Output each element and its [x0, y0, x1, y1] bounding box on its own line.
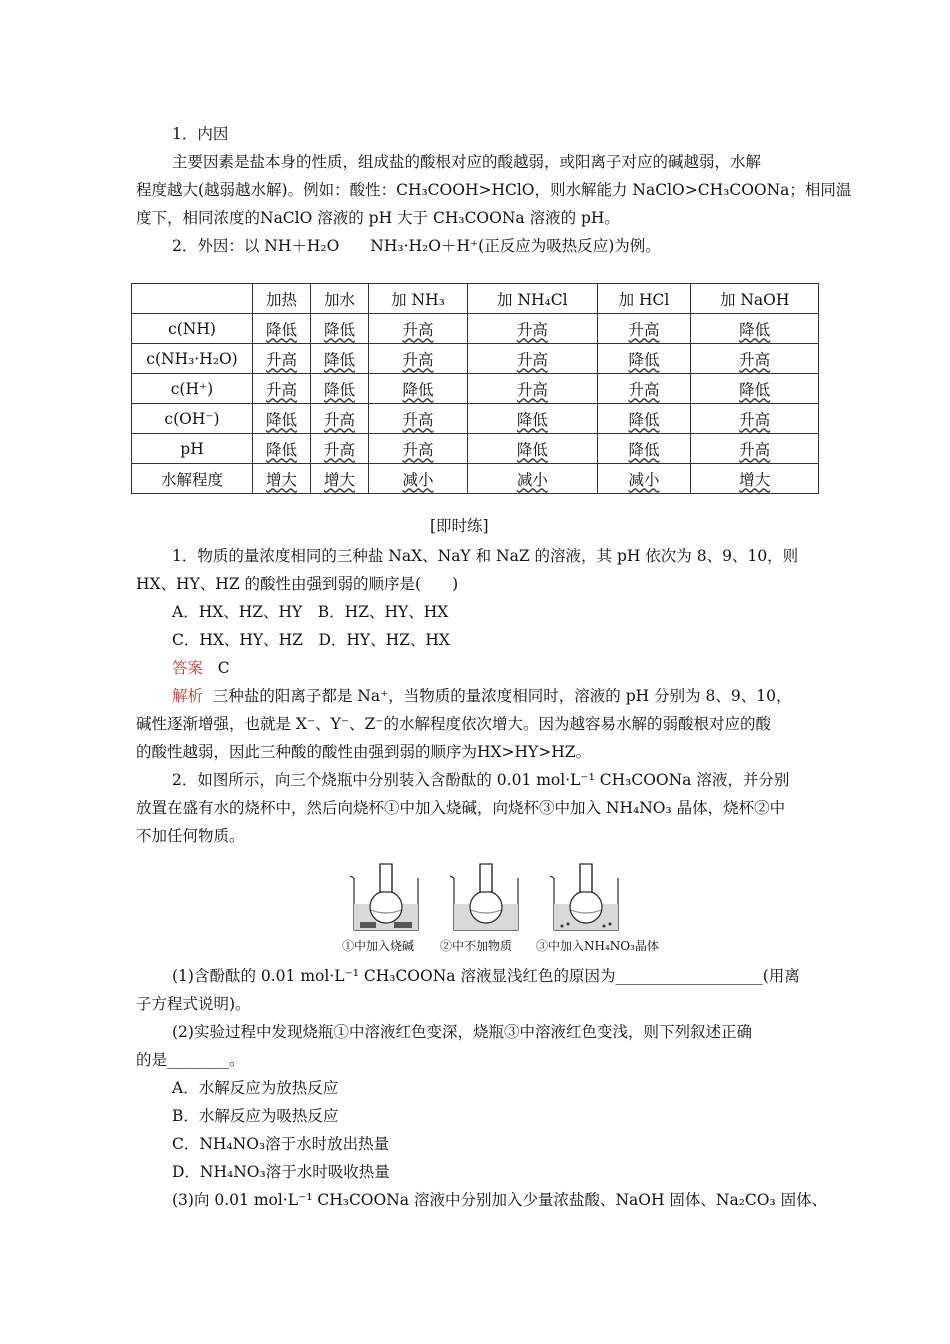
table-cell: 降低 [253, 314, 311, 344]
table-header-row [132, 284, 819, 314]
row-label: c(OH⁻) [132, 404, 253, 434]
table-cell: 减小 [368, 464, 467, 494]
hydrolysis-effects-table [131, 283, 819, 494]
table-cell: 增大 [310, 464, 368, 494]
table-header-cell: 加热 [253, 284, 311, 314]
analysis-line1 [172, 686, 791, 706]
table-cell: 升高 [253, 344, 311, 374]
answer-value: C [217, 659, 230, 677]
table-cell: 增大 [253, 464, 311, 494]
analysis-label: 解析 [172, 687, 204, 705]
subq2-option-d: D．NH₄NO₃溶于水时吸收热量 [172, 1163, 390, 1181]
question1-line1: 1．物质的量浓度相同的三种盐 NaX、NaY 和 NaZ 的溶液，其 pH 依次为 8、9、10，则 [172, 547, 799, 565]
table-cell: 降低 [253, 434, 311, 464]
subq2-line2: 的是________。 [136, 1051, 245, 1069]
table-cell: 降低 [310, 374, 368, 404]
row-label: c(NH) [132, 314, 253, 344]
table-header-cell: 加 NH₃ [368, 284, 467, 314]
table-cell: 升高 [368, 404, 467, 434]
table-row [132, 464, 819, 494]
table-cell: 降低 [253, 404, 311, 434]
table-cell: 减小 [597, 464, 691, 494]
subq2-option-c: C．NH₄NO₃溶于水时放出热量 [172, 1135, 390, 1153]
table-cell: 降低 [597, 344, 691, 374]
subq2-option-a: A．水解反应为放热反应 [172, 1079, 339, 1097]
table-cell: 升高 [310, 434, 368, 464]
subq2-option-b: B．水解反应为吸热反应 [172, 1107, 339, 1125]
row-label: 水解程度 [132, 464, 253, 494]
question1-options-cd: C．HX、HY、HZ D．HY、HZ、HX [172, 631, 450, 649]
analysis-text: 三种盐的阳离子都是 Na⁺，当物质的量浓度相同时，溶液的 pH 分别为 8、9、10， [212, 687, 792, 705]
beakers-illustration [338, 860, 646, 936]
beaker-2 [450, 864, 518, 930]
row-label: c(NH₃·H₂O) [132, 344, 253, 374]
table-cell: 升高 [368, 344, 467, 374]
table-row [132, 314, 819, 344]
row-label: pH [132, 434, 253, 464]
table-cell: 降低 [691, 374, 819, 404]
table-header-cell: 加 NaOH [691, 284, 819, 314]
item1-paragraph-line1: 主要因素是盐本身的性质，组成盐的酸根对应的酸越弱，或阳离子对应的碱越弱，水解 [172, 153, 762, 171]
answer-line [172, 658, 230, 678]
question1-options-ab: A．HX、HZ、HY B．HZ、HY、HX [172, 603, 449, 621]
table-header-cell: 加水 [310, 284, 368, 314]
table-cell: 升高 [368, 434, 467, 464]
beaker-3 [550, 864, 618, 930]
item1-paragraph-line3: 度下，相同浓度的NaClO 溶液的 pH 大于 CH₃COONa 溶液的 pH。 [136, 209, 620, 227]
item1-paragraph-line2: 程度越大(越弱越水解)。例如：酸性：CH₃COOH>HClO，则水解能力 NaClO>CH₃COONa；相同温 [136, 181, 852, 199]
table-cell: 升高 [691, 404, 819, 434]
table-cell: 升高 [368, 314, 467, 344]
analysis-line2: 碱性逐渐增强，也就是 X⁻、Y⁻、Z⁻的水解程度依次增大。因为越容易水解的弱酸根对应的酸 [136, 715, 772, 733]
answer-label: 答案 [172, 659, 204, 677]
table-header-cell: 加 NH₄Cl [468, 284, 598, 314]
table-header-cell [132, 284, 253, 314]
row-label: c(H⁺) [132, 374, 253, 404]
subq1-line1: (1)含酚酞的 0.01 mol·L⁻¹ CH₃COONa 溶液显浅红色的原因为___________________(用离 [172, 967, 800, 985]
table-cell: 降低 [310, 314, 368, 344]
table-row [132, 434, 819, 464]
table-cell: 降低 [597, 404, 691, 434]
table-cell: 升高 [468, 344, 598, 374]
beaker-flask-figure [338, 860, 659, 960]
table-cell: 升高 [310, 404, 368, 434]
question2-line3: 不加任何物质。 [136, 827, 245, 845]
table-cell: 升高 [253, 374, 311, 404]
subq2-line1: (2)实验过程中发现烧瓶①中溶液红色变深，烧瓶③中溶液红色变浅，则下列叙述正确 [172, 1023, 752, 1041]
question1-line2: HX、HY、HZ 的酸性由强到弱的顺序是( ) [136, 575, 459, 593]
table-cell: 升高 [597, 374, 691, 404]
table-row [132, 374, 819, 404]
figure-caption-1: ①中加入烧碱 [342, 939, 415, 953]
table-cell: 增大 [691, 464, 819, 494]
table-header-cell: 加 HCl [597, 284, 691, 314]
table-cell: 升高 [468, 374, 598, 404]
beaker-1 [350, 864, 418, 930]
item1-title: 1．内因 [172, 125, 229, 143]
table-cell: 降低 [597, 434, 691, 464]
figure-caption-2: ②中不加物质 [440, 939, 513, 953]
question2-line2: 放置在盛有水的烧杯中，然后向烧杯①中加入烧碱，向烧杯③中加入 NH₄NO₃ 晶体，烧杯②中 [136, 799, 786, 817]
subq3-line1: (3)向 0.01 mol·L⁻¹ CH₃COONa 溶液中分别加入少量浓盐酸、NaOH 固体、Na₂CO₃ 固体、 [172, 1191, 828, 1209]
table-row [132, 344, 819, 374]
table-cell: 减小 [468, 464, 598, 494]
table-row [132, 404, 819, 434]
table-cell: 降低 [468, 434, 598, 464]
table-cell: 升高 [468, 314, 598, 344]
table-cell: 升高 [691, 344, 819, 374]
question2-line1: 2．如图所示，向三个烧瓶中分别装入含酚酞的 0.01 mol·L⁻¹ CH₃COONa 溶液，并分别 [172, 771, 790, 789]
practice-heading: [即时练] [430, 517, 489, 535]
figure-caption-3: ③中加入NH₄NO₃晶体 [536, 939, 659, 953]
subq1-line2: 子方程式说明)。 [136, 995, 251, 1013]
analysis-line3: 的酸性越弱，因此三种酸的酸性由强到弱的顺序为HX>HY>HZ。 [136, 743, 592, 761]
table-cell: 降低 [310, 344, 368, 374]
table-cell: 降低 [368, 374, 467, 404]
table-cell: 升高 [597, 314, 691, 344]
table-cell: 降低 [468, 404, 598, 434]
table-cell: 降低 [691, 314, 819, 344]
item2-title: 2．外因：以 NH＋H₂O NH₃·H₂O＋H⁺(正反应为吸热反应)为例。 [172, 237, 661, 255]
table-cell: 升高 [691, 434, 819, 464]
